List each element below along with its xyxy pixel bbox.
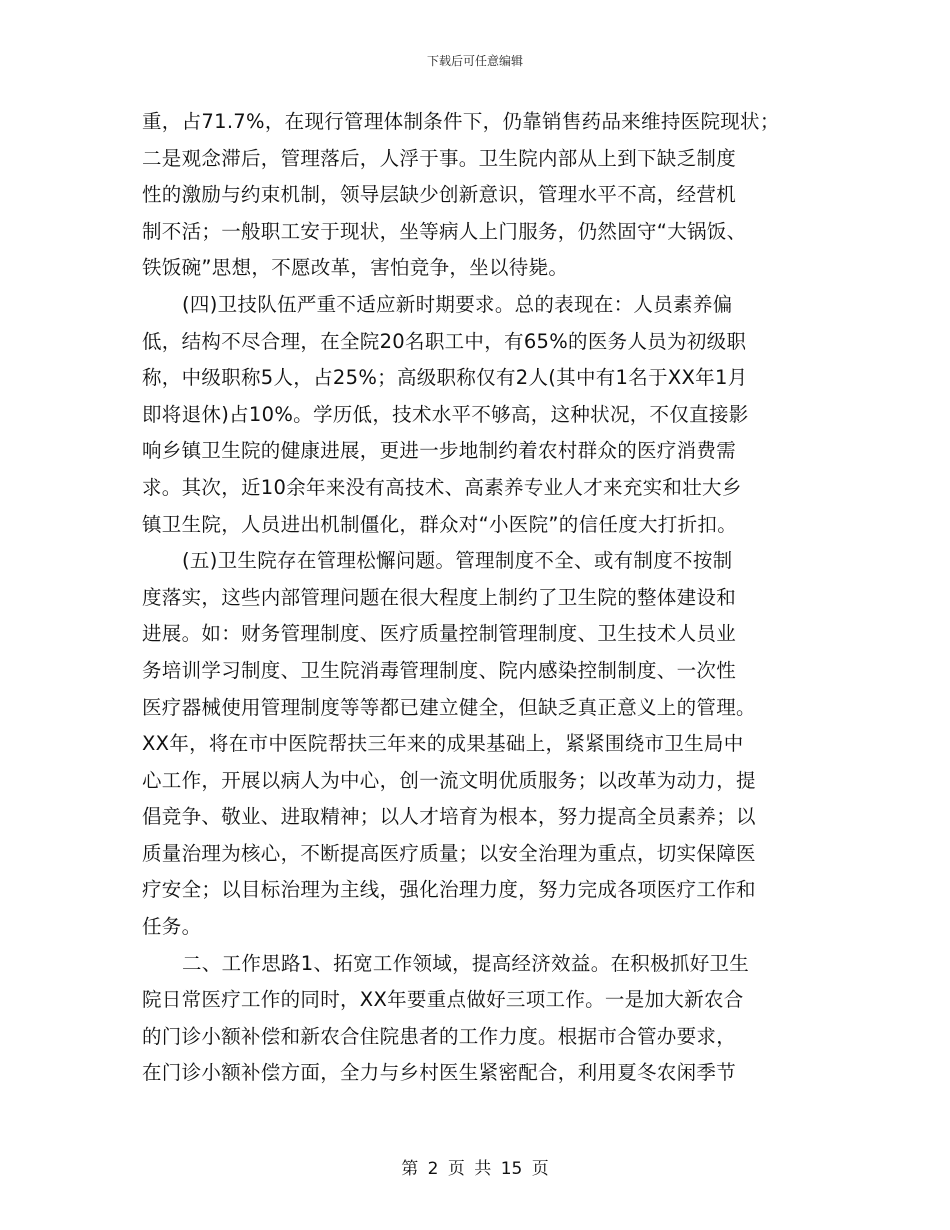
document-body [142,104,818,1092]
text-line: 在门诊小额补偿方面，全力与乡村医生紧密配合，利用夏冬农闲季节 [142,1061,737,1085]
text-line: 求。其次，近10余年来没有高技术、高素养专业人才来充实和壮大乡 [142,475,742,499]
text-line: 响乡镇卫生院的健康进展，更进一步地制约着农村群众的医疗消费需 [142,439,737,463]
page-header: 下载后可任意编辑 [426,54,523,68]
text-line: 进展。如：财务管理制度、医疗质量控制管理制度、卫生技术人员业 [142,622,737,646]
text-line: XX年，将在市中医院帮扶三年来的成果基础上，紧紧围绕市卫生局中 [142,732,744,756]
text-line: 即将退休)占10%。学历低，技术水平不够高，这种状况，不仅直接影 [142,402,749,426]
text-line: 任务。 [142,915,202,939]
text-line: 医疗器械使用管理制度等等都已建立健全，但缺乏真正意义上的管理。 [142,695,756,719]
text-line: 的门诊小额补偿和新农合住院患者的工作力度。根据市合管办要求， [142,1024,737,1048]
text-line: 制不活；一般职工安于现状，坐等病人上门服务，仍然固守“大锅饭、 [142,219,747,243]
text-line: 称，中级职称5人，占25%；高级职称仅有2人(其中有1名于XX年1月 [142,366,748,390]
text-line: 倡竞争、敬业、进取精神；以人才培育为根本，努力提高全员素养；以 [142,805,756,829]
text-line: 镇卫生院，人员进出机制僵化，群众对“小医院”的信任度大打折扣。 [142,512,738,536]
paragraph-start-line: (五)卫生院存在管理松懈问题。管理制度不全、或有制度不按制 [182,549,733,573]
text-line: 性的激励与约束机制，领导层缺少创新意识，管理水平不高，经营机 [142,183,737,207]
text-line: 度落实，这些内部管理问题在很大程度上制约了卫生院的整体建设和 [142,585,737,609]
text-line: 重，占71.7%，在现行管理体制条件下，仍靠销售药品来维持医院现状； [142,110,780,133]
text-line: 务培训学习制度、卫生院消毒管理制度、院内感染控制制度、一次性 [142,658,737,682]
text-line: 院日常医疗工作的同时，XX年要重点做好三项工作。一是加大新农合 [142,988,744,1012]
paragraph-start-line: 二、工作思路1、拓宽工作领域，提高经济效益。在积极抓好卫生 [182,951,750,975]
text-line: 心工作，开展以病人为中心，创一流文明优质服务；以改革为动力，提 [142,768,756,792]
text-line: 铁饭碗”思想，不愿改革，害怕竞争，坐以待毙。 [142,256,569,280]
paragraph-start-line: (四)卫技队伍严重不适应新时期要求。总的表现在：人员素养偏 [182,292,733,316]
text-line: 二是观念滞后，管理落后，人浮于事。卫生院内部从上到下缺乏制度 [142,146,737,170]
page-number-footer: 第 2 页 共 15 页 [401,1159,549,1179]
text-line: 质量治理为核心，不断提高医疗质量；以安全治理为重点，切实保障医 [142,841,756,865]
text-line: 疗安全；以目标治理为主线，强化治理力度，努力完成各项医疗工作和 [142,878,756,902]
text-line: 低，结构不尽合理，在全院20名职工中，有65%的医务人员为初级职 [142,329,747,353]
